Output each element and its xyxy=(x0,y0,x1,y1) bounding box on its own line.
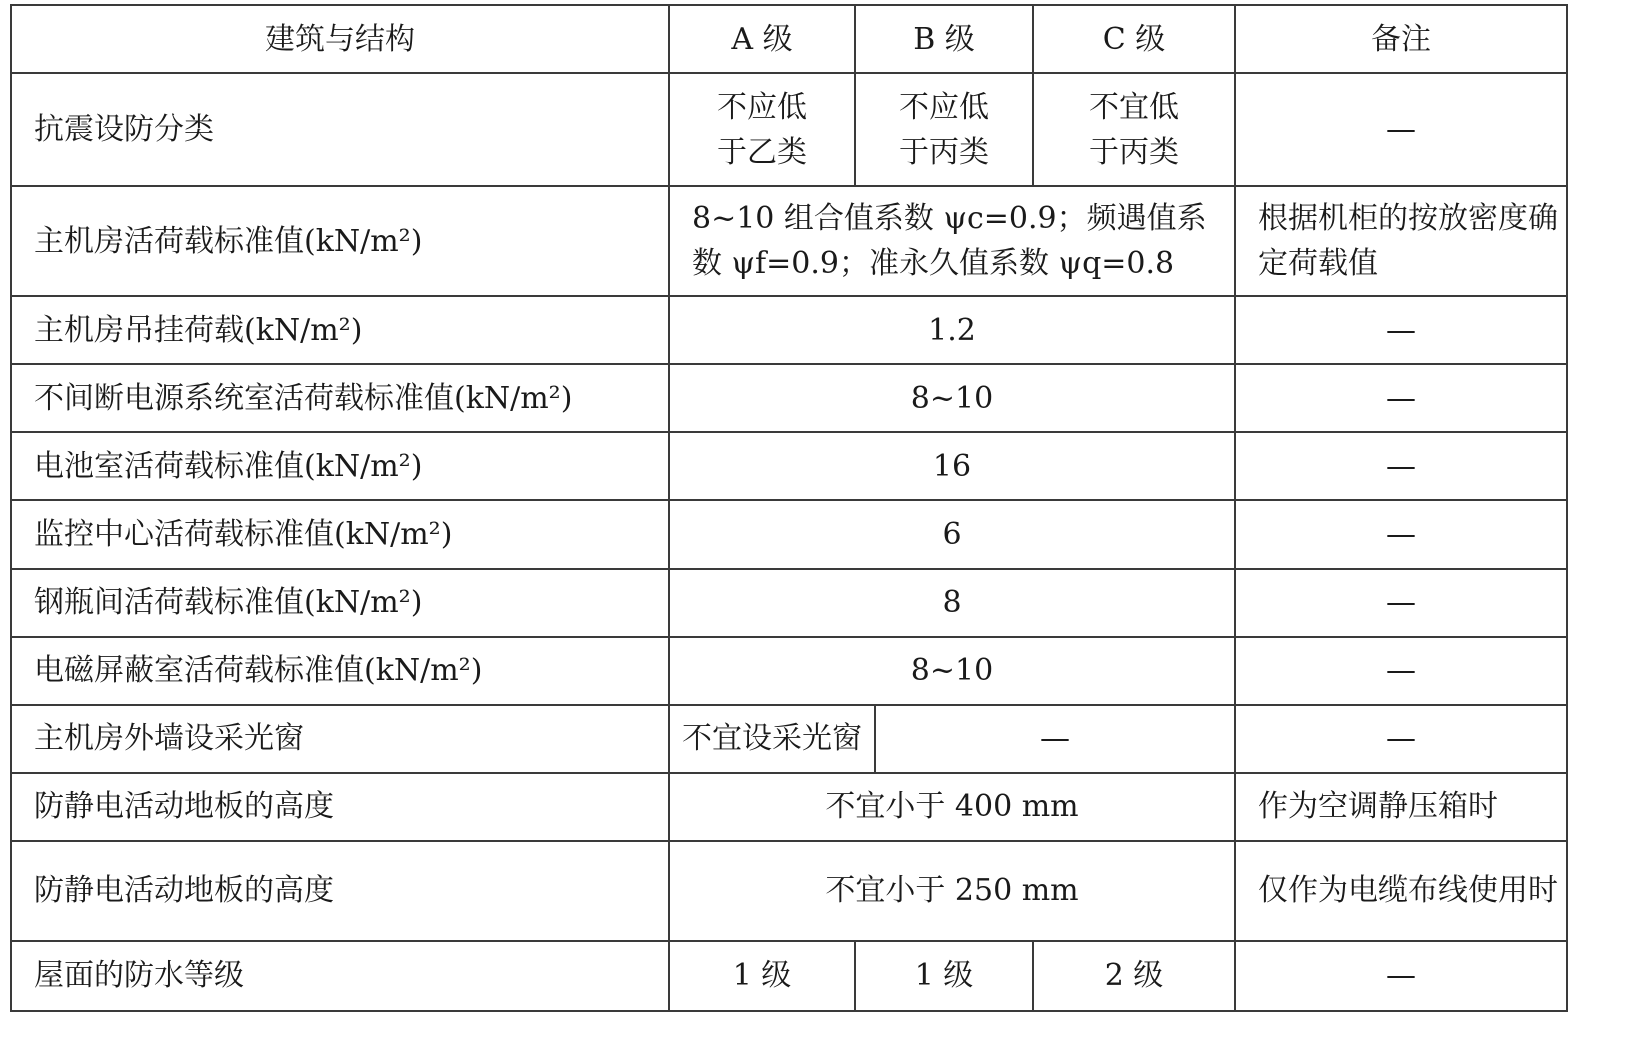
remark-cell: 作为空调静压箱时 xyxy=(1235,773,1567,841)
header-grade-c: C 级 xyxy=(1033,5,1235,73)
row-label: 抗震设防分类 xyxy=(11,73,669,186)
remark-cell: — xyxy=(1235,432,1567,500)
header-grade-a: A 级 xyxy=(669,5,855,73)
header-category: 建筑与结构 xyxy=(11,5,669,73)
table-row xyxy=(11,364,1567,432)
value-cell: 8~10 组合值系数 ψc=0.9；频遇值系数 ψf=0.9；准永久值系数 ψq=0.8 xyxy=(669,186,1235,296)
remark-cell: — xyxy=(1235,296,1567,364)
grade-a-cell: 1 级 xyxy=(669,941,855,1011)
remark-cell: 仅作为电缆布线使用时 xyxy=(1235,841,1567,941)
row-label: 防静电活动地板的高度 xyxy=(11,841,669,941)
row-label: 屋面的防水等级 xyxy=(11,941,669,1011)
remark-cell: — xyxy=(1235,73,1567,186)
value-cell: 1.2 xyxy=(669,296,1235,364)
table-row xyxy=(11,569,1567,637)
remark-cell: — xyxy=(1235,637,1567,705)
row-label: 监控中心活荷载标准值(kN/m²) xyxy=(11,500,669,568)
remark-cell: — xyxy=(1235,500,1567,568)
grade-ab-cell: 不宜设采光窗 xyxy=(669,705,875,773)
table-row xyxy=(11,73,1567,186)
table-row xyxy=(11,296,1567,364)
value-cell: 6 xyxy=(669,500,1235,568)
row-label: 主机房活荷载标准值(kN/m²) xyxy=(11,186,669,296)
grade-c-cell: 2 级 xyxy=(1033,941,1235,1011)
header-grade-b: B 级 xyxy=(855,5,1033,73)
table-header-row xyxy=(11,5,1567,73)
table-row xyxy=(11,941,1567,1011)
value-cell: 8 xyxy=(669,569,1235,637)
table-row xyxy=(11,186,1567,296)
table-row xyxy=(11,637,1567,705)
row-label: 电池室活荷载标准值(kN/m²) xyxy=(11,432,669,500)
header-remarks: 备注 xyxy=(1235,5,1567,73)
value-cell: 8~10 xyxy=(669,364,1235,432)
row-label: 不间断电源系统室活荷载标准值(kN/m²) xyxy=(11,364,669,432)
grade-a-cell: 不应低于乙类 xyxy=(669,73,855,186)
table-row xyxy=(11,705,1567,773)
grade-c-cell: 不宜低于丙类 xyxy=(1033,73,1235,186)
grade-b-cell: 不应低于丙类 xyxy=(855,73,1033,186)
row-label: 防静电活动地板的高度 xyxy=(11,773,669,841)
row-label: 钢瓶间活荷载标准值(kN/m²) xyxy=(11,569,669,637)
table-row xyxy=(11,432,1567,500)
table-row xyxy=(11,841,1567,941)
value-cell: 不宜小于 400 mm xyxy=(669,773,1235,841)
remark-cell: — xyxy=(1235,941,1567,1011)
row-label: 电磁屏蔽室活荷载标准值(kN/m²) xyxy=(11,637,669,705)
remark-cell: 根据机柜的按放密度确定荷载值 xyxy=(1235,186,1567,296)
grade-b-cell: 1 级 xyxy=(855,941,1033,1011)
value-cell: 不宜小于 250 mm xyxy=(669,841,1235,941)
table-row xyxy=(11,773,1567,841)
building-structure-table xyxy=(10,4,1568,1012)
row-label: 主机房吊挂荷载(kN/m²) xyxy=(11,296,669,364)
row-label: 主机房外墙设采光窗 xyxy=(11,705,669,773)
remark-cell: — xyxy=(1235,569,1567,637)
table-row xyxy=(11,500,1567,568)
value-cell: 16 xyxy=(669,432,1235,500)
grade-c-cell: — xyxy=(875,705,1235,773)
remark-cell: — xyxy=(1235,364,1567,432)
value-cell: 8~10 xyxy=(669,637,1235,705)
remark-cell: — xyxy=(1235,705,1567,773)
